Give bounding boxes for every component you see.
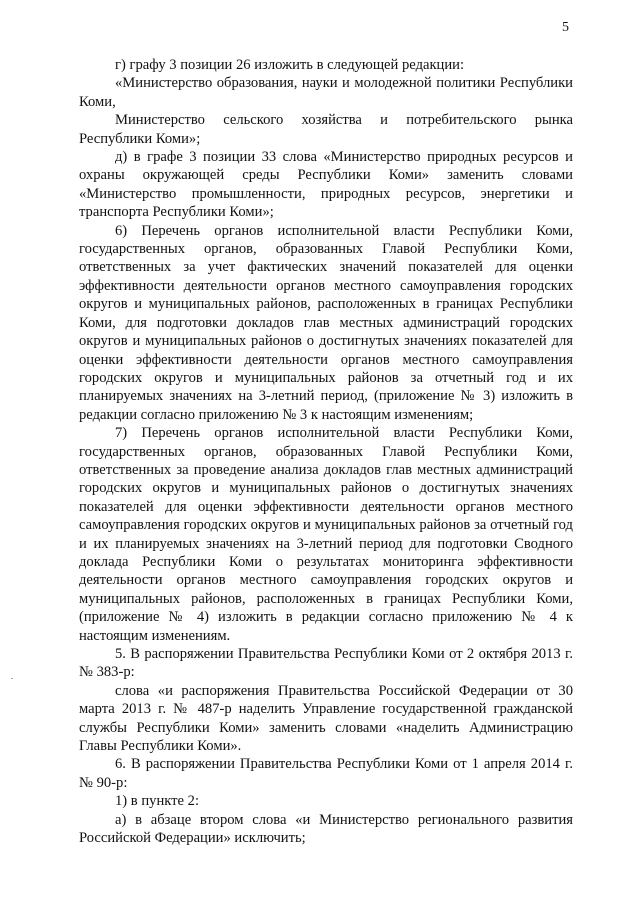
- scan-artifact: [11, 678, 13, 679]
- paragraph-clause-g: г) графу 3 позиции 26 изложить в следующей редакции:: [115, 57, 465, 73]
- paragraph-section-6-subitem-a: а) в абзаце втором слова «и Министерство регионального развития Российской Федерации» исключить;: [79, 811, 573, 847]
- paragraph-section-5: 5. В распоряжении Правительства Республики Коми от 2 октября 2013 г. № 383-р:: [79, 646, 573, 681]
- page-number: 5: [562, 20, 569, 35]
- paragraph-section-6: 6. В распоряжении Правительства Республики Коми от 1 апреля 2014 г. № 90-р:: [79, 756, 573, 791]
- paragraph-ministry-agriculture: Министерство сельского хозяйства и потребительского рынка Республики Коми»;: [79, 112, 573, 147]
- document-body: [79, 56, 573, 847]
- paragraph-item-6: 6) Перечень органов исполнительной власти Республики Коми, государственных органов, образованных Главой Республики Коми, ответственных за учет фактических значений показателей для оценки эффективности деятельности органов местного самоуправления городских округов и муниципальных районов, расположенных в границах Республики Коми, для подготовки докладов глав местных администраций городских округов и муниципальных районов о достигнутых значениях показателей для оценки эффективности деятельности органов местного самоуправления городских округов и муниципальных районов за отчетный год и их планируемых значениях на 3-летний период, (приложение № 3) изложить в редакции согласно приложению № 3 к настоящим изменениям;: [79, 222, 573, 423]
- paragraph-ministry-education: «Министерство образования, науки и молодежной политики Республики Коми,: [79, 75, 573, 110]
- paragraph-clause-d: д) в графе 3 позиции 33 слова «Министерство природных ресурсов и охраны окружающей среды Республики Коми» заменить словами «Министерство промышленности, природных ресурсов, энергетики и транспорта Республики Коми»;: [79, 149, 573, 221]
- paragraph-item-7: 7) Перечень органов исполнительной власти Республики Коми, государственных органов, образованных Главой Республики Коми, ответственных за проведение анализа докладов глав местных администраций городских округов и муниципальных районов о достигнутых значениях показателей для оценки эффективности деятельности органов местного самоуправления городских округов и муниципальных районов за отчетный год и их планируемых значениях на 3-летний период для подготовки Сводного доклада Республики Коми о результатах мониторинга эффективности деятельности органов местного самоуправления городских округов и муниципальных районов, расположенных в границах Республики Коми, (приложение № 4) изложить в редакции согласно приложению № 4 к настоящим изменениям.: [79, 425, 573, 644]
- paragraph-section-5-words: слова «и распоряжения Правительства Российской Федерации от 30 марта 2013 г. № 487-р наделить Управление государственной гражданской службы Республики Коми» заменить словами «наделить Администрацию Главы Республики Коми».: [79, 682, 573, 755]
- paragraph-section-6-item-1: 1) в пункте 2:: [115, 793, 200, 810]
